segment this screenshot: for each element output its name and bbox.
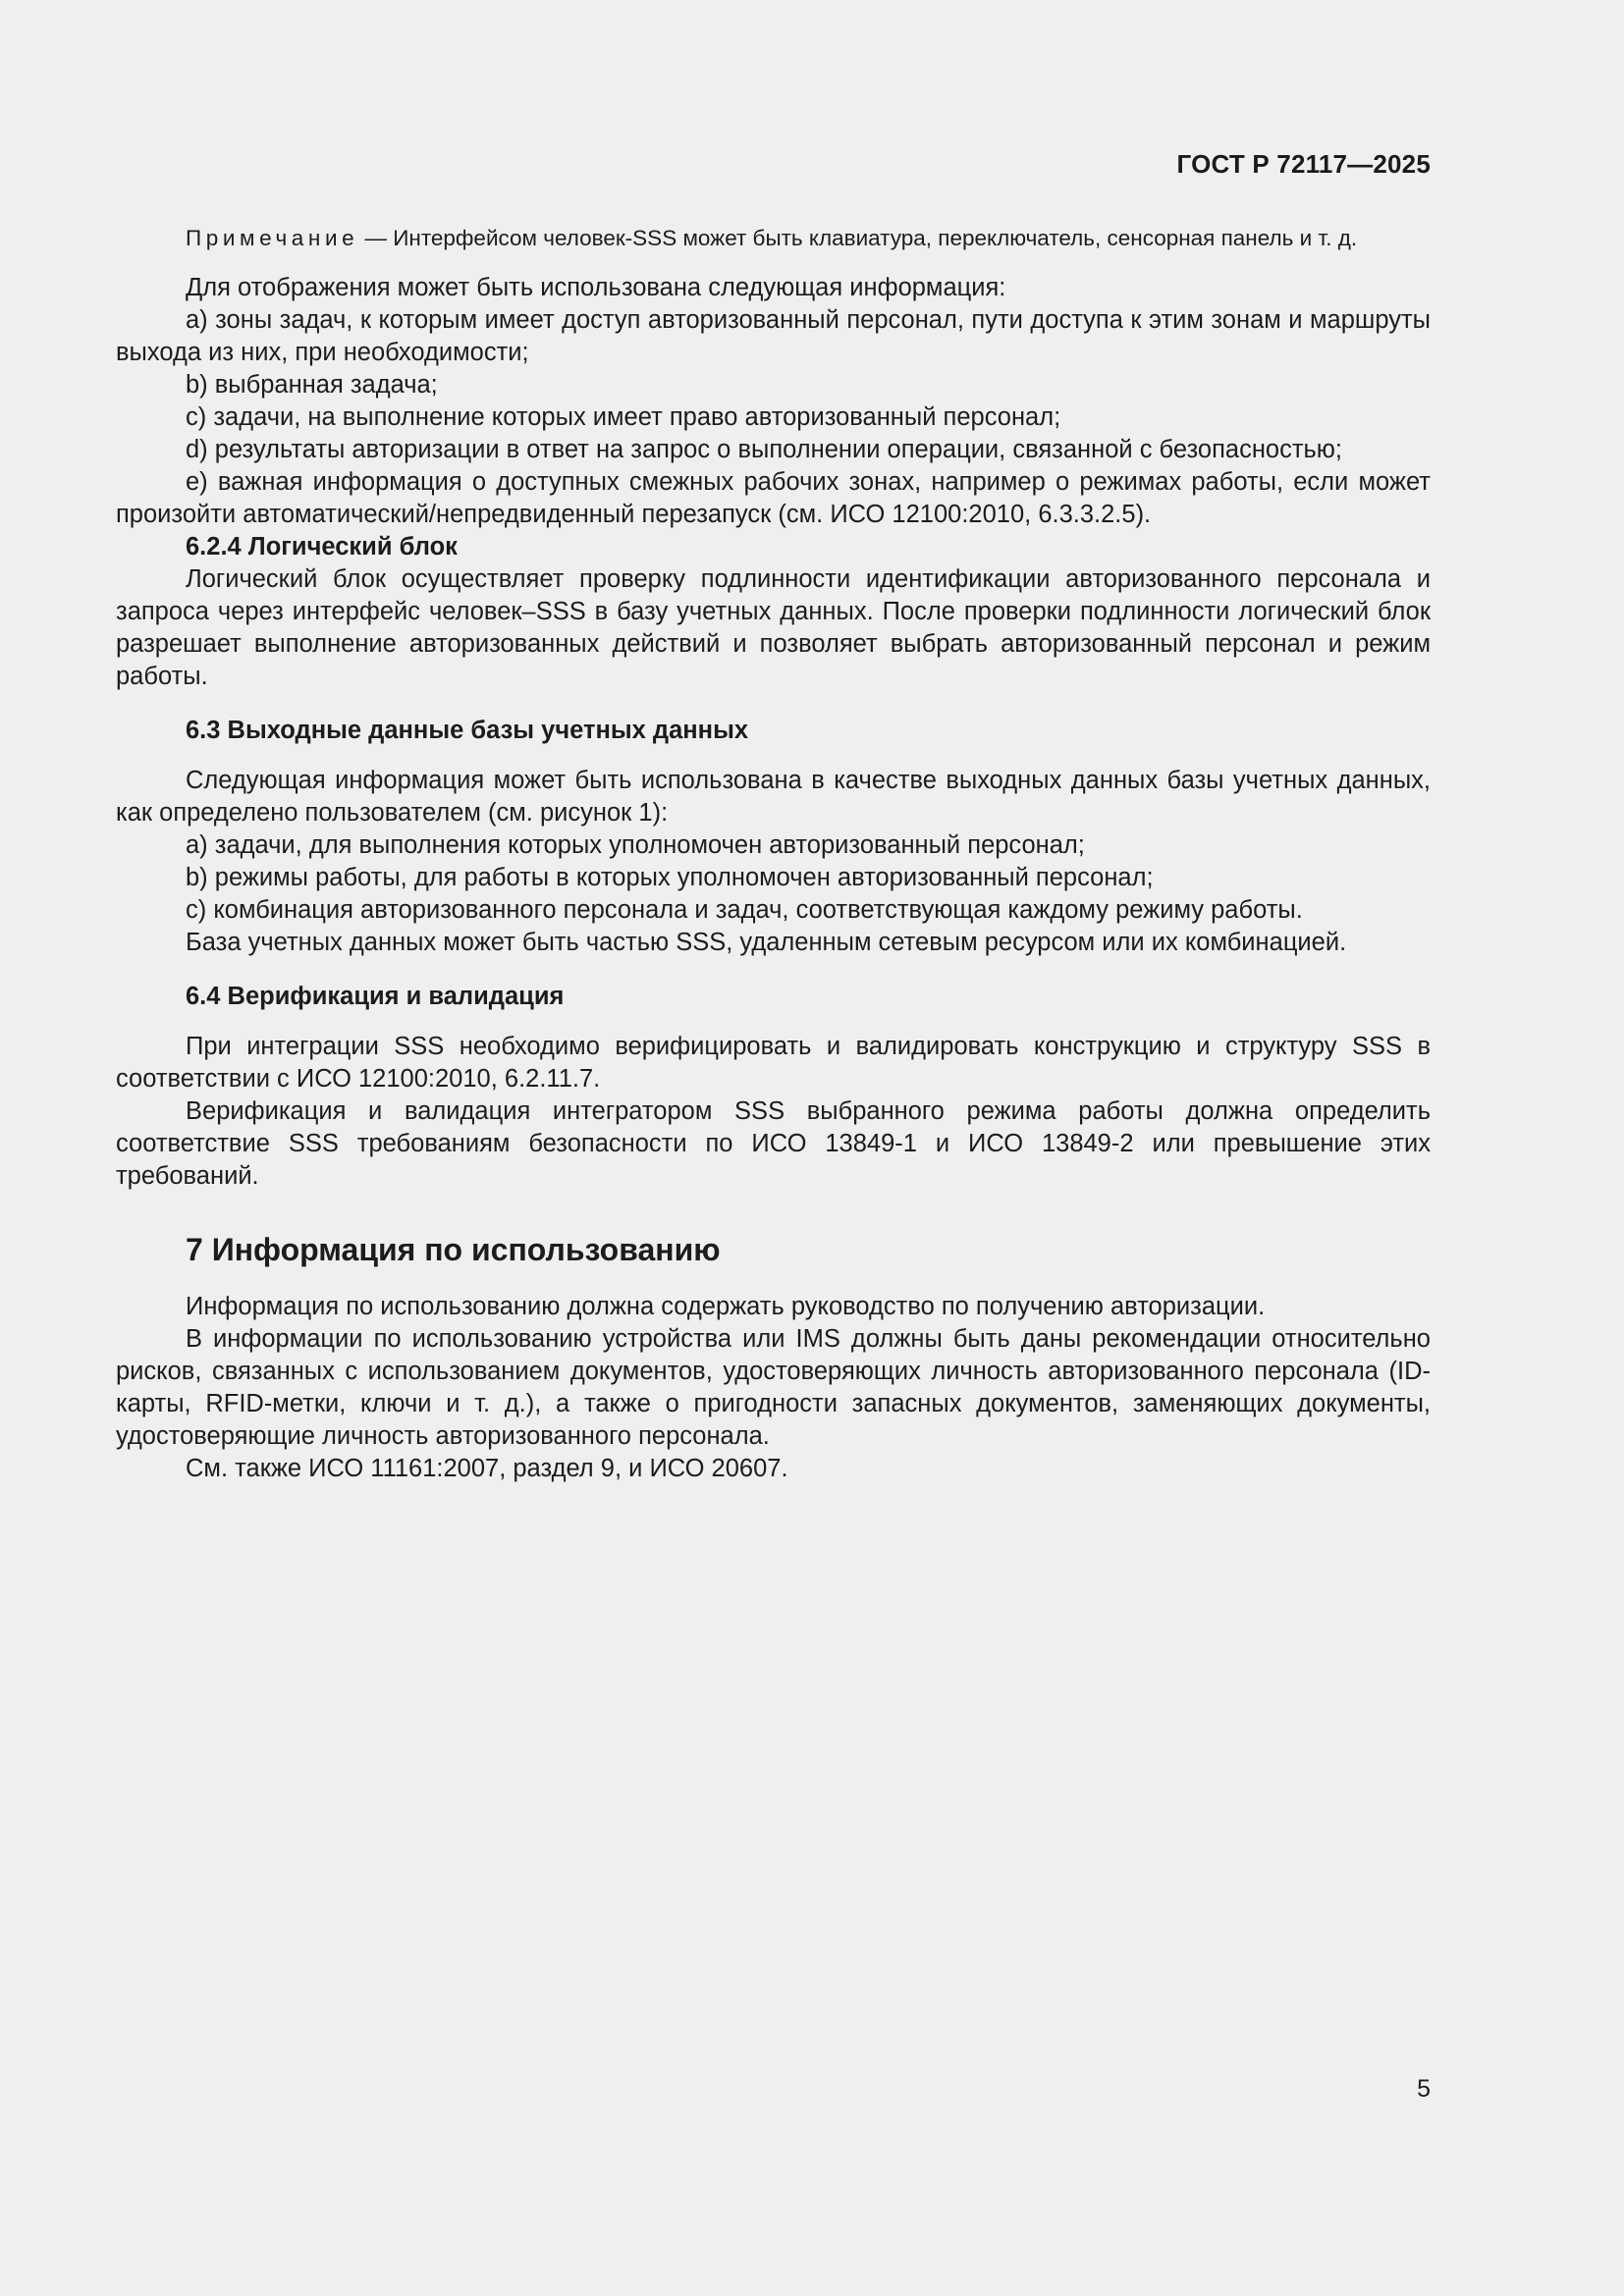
heading-6-2-4: 6.2.4 Логический блок xyxy=(186,533,458,561)
section-7-paragraph: В информации по использованию устройства или IMS должны быть даны рекомендации относительно рисков, связанных с использованием документов, удостоверяющих личность авторизованного персонала (ID-карты, RFID-метки, ключи и т. д.), а также о пригодности запасных документов, заменяющих документы, удостоверяющие личность авторизованного персонала. xyxy=(116,1325,1431,1450)
section-6-4-paragraph: При интеграции SSS необходимо верифицировать и валидировать конструкцию и структуру SSS в соответствии с ИСО 12100:2010, 6.2.11.7. xyxy=(116,1033,1431,1093)
list-item: a) задачи, для выполнения которых уполномочен авторизованный персонал; xyxy=(186,831,1085,859)
note-label: Примечание xyxy=(186,226,359,250)
section-7-paragraph: Информация по использованию должна содержать руководство по получению авторизации. xyxy=(186,1293,1266,1320)
section-6-4-paragraph: Верификация и валидация интегратором SSS выбранного режима работы должна определить соответствие SSS требованиям безопасности по ИСО 13849-1 и ИСО 13849-2 или превышение этих требований. xyxy=(116,1097,1431,1190)
section-6-3-intro: Следующая информация может быть использована в качестве выходных данных базы учетных данных, как определено пользователем (см. рисунок 1): xyxy=(116,767,1431,827)
page-number: 5 xyxy=(1417,2075,1431,2103)
list-item: b) выбранная задача; xyxy=(186,371,438,399)
note-paragraph xyxy=(116,224,1431,252)
page-content xyxy=(116,224,1431,1485)
section-6-2-4-text: Логический блок осуществляет проверку подлинности идентификации авторизованного персонала и запроса через интерфейс человек–SSS в базу учетных данных. После проверки подлинности логический блок разрешает выполнение авторизованных действий и позволяет выбрать авторизованный персонал и режим работы. xyxy=(116,565,1431,690)
list-item: c) задачи, на выполнение которых имеет право авторизованный персонал; xyxy=(186,403,1061,431)
section-7-paragraph: См. также ИСО 11161:2007, раздел 9, и ИСО 20607. xyxy=(186,1455,788,1482)
list-item: e) важная информация о доступных смежных рабочих зонах, например о режимах работы, если может произойти автоматический/непредвиденный перезапуск (см. ИСО 12100:2010, 6.3.3.2.5). xyxy=(116,468,1431,528)
section-6-3-closing: База учетных данных может быть частью SSS, удаленным сетевым ресурсом или их комбинацией. xyxy=(186,929,1347,956)
heading-6-4: 6.4 Верификация и валидация xyxy=(186,983,565,1010)
list-item: b) режимы работы, для работы в которых уполномочен авторизованный персонал; xyxy=(186,864,1154,891)
list-item: a) зоны задач, к которым имеет доступ авторизованный персонал, пути доступа к этим зонам и маршруты выхода из них, при необходимости; xyxy=(116,306,1431,366)
document-code: ГОСТ Р 72117—2025 xyxy=(1176,149,1431,179)
note-text: — Интерфейсом человек-SSS может быть клавиатура, переключатель, сенсорная панель и т. д. xyxy=(358,226,1358,250)
display-info-intro: Для отображения может быть использована следующая информация: xyxy=(186,274,1006,301)
heading-7: 7 Информация по использованию xyxy=(186,1232,721,1267)
list-item: d) результаты авторизации в ответ на запрос о выполнении операции, связанной с безопасностью; xyxy=(186,436,1343,463)
heading-6-3: 6.3 Выходные данные базы учетных данных xyxy=(186,717,749,744)
list-item: c) комбинация авторизованного персонала и задач, соответствующая каждому режиму работы. xyxy=(186,896,1303,924)
